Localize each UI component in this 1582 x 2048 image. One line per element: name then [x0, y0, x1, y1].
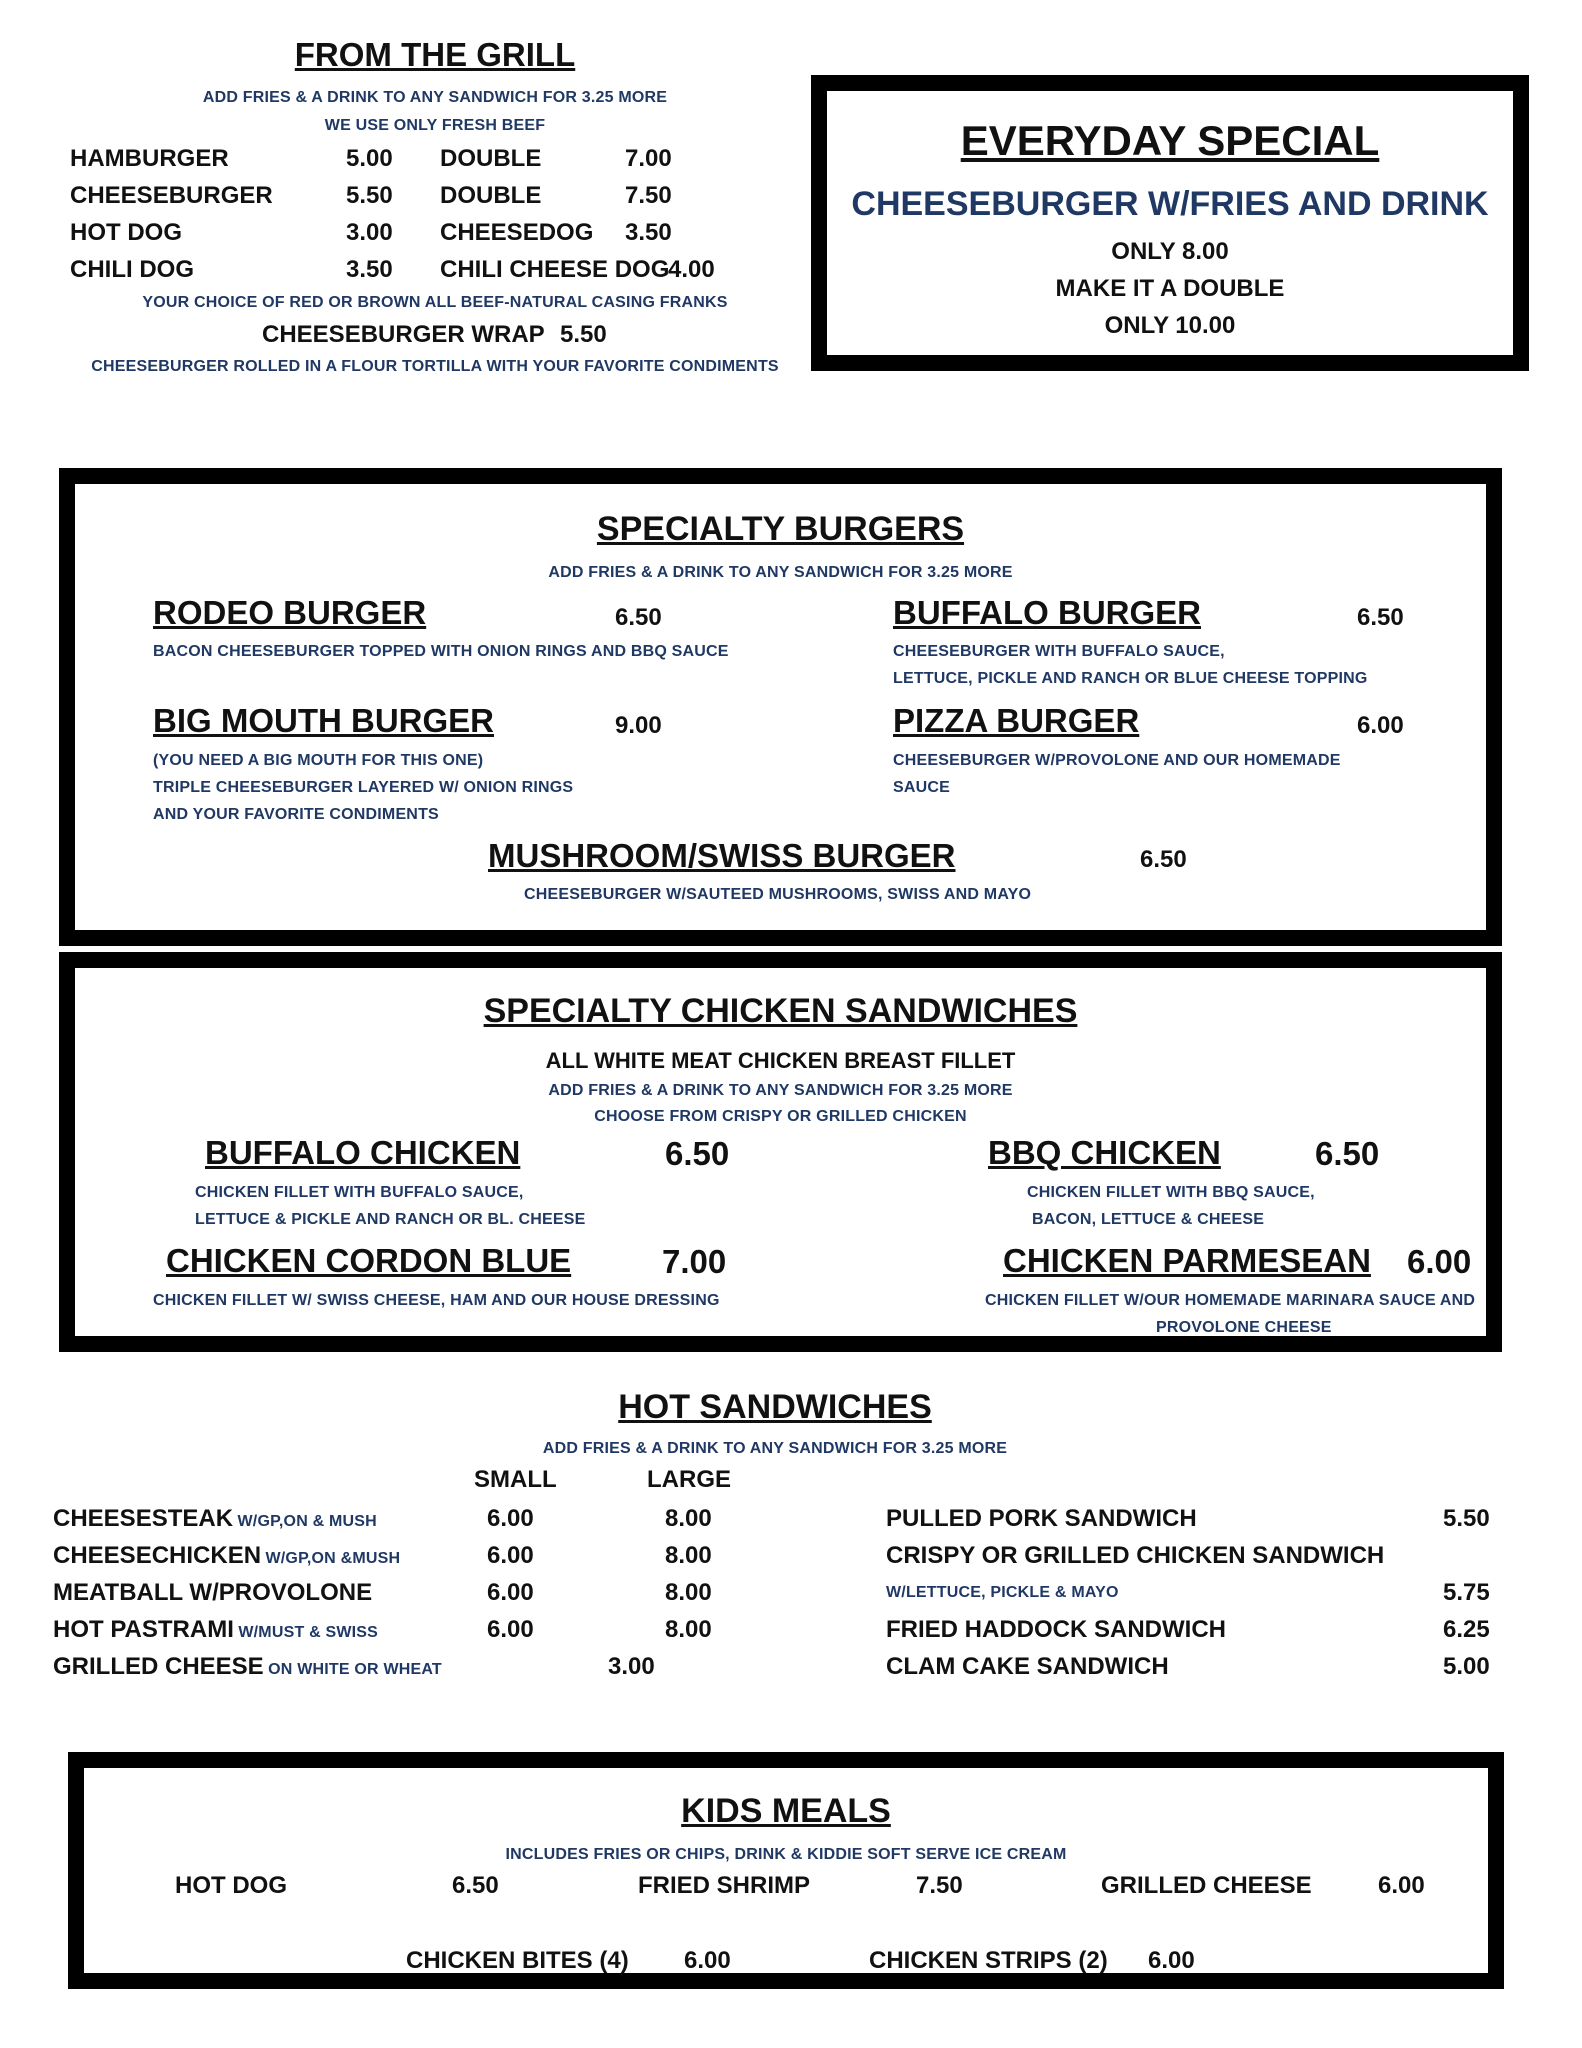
- buffalo-chicken-name: BUFFALO CHICKEN: [205, 1134, 521, 1171]
- chicken-note-1: ADD FRIES & A DRINK TO ANY SANDWICH FOR 3.25 MORE: [548, 1082, 1013, 1099]
- hot-left-row: [53, 1616, 378, 1644]
- grill-item-alt-price: 7.50: [625, 182, 672, 209]
- kids-meals-box: [68, 1752, 1504, 1989]
- hot-item-extra: W/MUST & SWISS: [238, 1624, 379, 1641]
- hot-right-item-price: 5.75: [1443, 1579, 1490, 1606]
- special-line-2: MAKE IT A DOUBLE: [1055, 275, 1285, 302]
- chicken-parmesean-desc: CHICKEN FILLET W/OUR HOMEMADE MARINARA SAUCE AND: [985, 1292, 1476, 1309]
- special-line-1: ONLY 8.00: [1111, 238, 1229, 265]
- grill-item-name: HOT DOG: [70, 219, 182, 246]
- big-mouth-burger-desc: TRIPLE CHEESEBURGER LAYERED W/ ONION RINGS: [153, 779, 574, 796]
- buffalo-chicken-desc: LETTUCE & PICKLE AND RANCH OR BL. CHEESE: [195, 1211, 586, 1228]
- grill-item-alt-price: 7.00: [625, 145, 672, 172]
- hot-item-name: MEATBALL W/PROVOLONE: [53, 1579, 373, 1606]
- big-mouth-burger-desc: (YOU NEED A BIG MOUTH FOR THIS ONE): [153, 752, 484, 769]
- chicken-sub: ALL WHITE MEAT CHICKEN BREAST FILLET: [545, 1048, 1016, 1073]
- chicken-parmesean-desc: PROVOLONE CHEESE: [1156, 1319, 1332, 1336]
- grill-item-price: 3.50: [346, 256, 393, 283]
- mushroom-swiss-burger-desc: CHEESEBURGER W/SAUTEED MUSHROOMS, SWISS AND MAYO: [524, 886, 1032, 903]
- chicken-cordon-blue-desc: CHICKEN FILLET W/ SWISS CHEESE, HAM AND OUR HOUSE DRESSING: [153, 1292, 720, 1309]
- big-mouth-burger-name: BIG MOUTH BURGER: [153, 702, 494, 739]
- pizza-burger-name: PIZZA BURGER: [893, 702, 1140, 739]
- kids-item-price: 6.00: [1378, 1872, 1425, 1899]
- bbq-chicken-price: 6.50: [1315, 1135, 1380, 1172]
- hot-large-header: LARGE: [647, 1466, 731, 1493]
- grill-note-4: CHEESEBURGER ROLLED IN A FLOUR TORTILLA WITH YOUR FAVORITE CONDIMENTS: [91, 358, 779, 375]
- hot-item-price: 3.00: [608, 1653, 655, 1680]
- pizza-burger-desc: CHEESEBURGER W/PROVOLONE AND OUR HOMEMADE: [893, 752, 1341, 769]
- hot-right-item-name: CLAM CAKE SANDWICH: [886, 1653, 1169, 1680]
- chicken-cordon-blue-price: 7.00: [662, 1243, 727, 1280]
- kids-item-name: HOT DOG: [175, 1872, 287, 1899]
- mushroom-swiss-burger-name: MUSHROOM/SWISS BURGER: [488, 837, 956, 874]
- bbq-chicken-desc: CHICKEN FILLET WITH BBQ SAUCE,: [1027, 1184, 1315, 1201]
- chicken-title: SPECIALTY CHICKEN SANDWICHES: [483, 992, 1078, 1030]
- wrap-price: 5.50: [560, 321, 607, 348]
- grill-item-alt: CHEESEDOG: [440, 219, 594, 246]
- wrap-name: CHEESEBURGER WRAP: [262, 321, 545, 348]
- special-title: EVERYDAY SPECIAL: [960, 117, 1380, 164]
- special-subtitle: CHEESEBURGER W/FRIES AND DRINK: [851, 185, 1489, 223]
- hot-right-item-price: 5.50: [1443, 1505, 1490, 1532]
- hot-right-item-name: CRISPY OR GRILLED CHICKEN SANDWICH: [886, 1542, 1385, 1569]
- hot-item-small: 6.00: [487, 1579, 534, 1606]
- buffalo-burger-name: BUFFALO BURGER: [893, 594, 1201, 631]
- hot-right-item-name: PULLED PORK SANDWICH: [886, 1505, 1197, 1532]
- grill-note-3: YOUR CHOICE OF RED OR BROWN ALL BEEF-NATURAL CASING FRANKS: [142, 294, 728, 311]
- chicken-parmesean-name: CHICKEN PARMESEAN: [1003, 1242, 1371, 1279]
- hot-right-item-name: FRIED HADDOCK SANDWICH: [886, 1616, 1226, 1643]
- hot-title: HOT SANDWICHES: [618, 1388, 932, 1426]
- grill-item-alt-price: 4.00: [668, 256, 715, 283]
- kids-item-price: 7.50: [916, 1872, 963, 1899]
- buffalo-burger-desc: CHEESEBURGER WITH BUFFALO SAUCE,: [893, 643, 1225, 660]
- pizza-burger-desc: SAUCE: [893, 779, 951, 796]
- special-line-3: ONLY 10.00: [1104, 312, 1236, 339]
- grill-item-alt: CHILI CHEESE DOG: [440, 256, 670, 283]
- hot-item-large: 8.00: [665, 1542, 712, 1569]
- rodeo-burger-name: RODEO BURGER: [153, 594, 427, 631]
- grill-title: FROM THE GRILL: [294, 36, 576, 73]
- hot-right-item-price: 6.25: [1443, 1616, 1490, 1643]
- burgers-note: ADD FRIES & A DRINK TO ANY SANDWICH FOR 3.25 MORE: [548, 564, 1013, 581]
- kids-note: INCLUDES FRIES OR CHIPS, DRINK & KIDDIE SOFT SERVE ICE CREAM: [505, 1846, 1067, 1863]
- chicken-note-2: CHOOSE FROM CRISPY OR GRILLED CHICKEN: [594, 1108, 967, 1125]
- hot-right-item-name: W/LETTUCE, PICKLE & MAYO: [886, 1584, 1119, 1601]
- grill-item-alt: DOUBLE: [440, 182, 542, 209]
- grill-item-name: HAMBURGER: [70, 145, 229, 172]
- hot-item-small: 6.00: [487, 1505, 534, 1532]
- hot-grilled-cheese-row: [53, 1653, 442, 1681]
- hot-note: ADD FRIES & A DRINK TO ANY SANDWICH FOR 3.25 MORE: [542, 1440, 1008, 1457]
- burgers-title: SPECIALTY BURGERS: [596, 510, 965, 548]
- buffalo-burger-price: 6.50: [1357, 604, 1404, 631]
- hot-right-item-price: 5.00: [1443, 1653, 1490, 1680]
- buffalo-chicken-desc: CHICKEN FILLET WITH BUFFALO SAUCE,: [195, 1184, 524, 1201]
- grill-item-name: CHILI DOG: [70, 256, 194, 283]
- hot-item-name: CHEESESTEAK: [53, 1505, 234, 1532]
- kids-item-name: FRIED SHRIMP: [638, 1872, 811, 1899]
- bbq-chicken-name: BBQ CHICKEN: [988, 1134, 1221, 1171]
- grill-note-2: WE USE ONLY FRESH BEEF: [324, 117, 546, 134]
- kids-item-name: CHICKEN STRIPS (2): [869, 1947, 1108, 1974]
- grill-item-price: 3.00: [346, 219, 393, 246]
- hot-left-row: [53, 1542, 400, 1570]
- specialty-burgers-box: [59, 468, 1502, 946]
- hot-small-header: SMALL: [474, 1466, 557, 1493]
- hot-item-name: HOT PASTRAMI: [53, 1616, 234, 1643]
- hot-item-large: 8.00: [665, 1579, 712, 1606]
- chicken-parmesean-price: 6.00: [1407, 1243, 1472, 1280]
- hot-item-name: GRILLED CHEESE: [53, 1653, 264, 1680]
- everyday-special-box: [811, 75, 1529, 371]
- kids-title: KIDS MEALS: [681, 1792, 891, 1830]
- hot-item-small: 6.00: [487, 1542, 534, 1569]
- kids-item-price: 6.00: [1148, 1947, 1195, 1974]
- hot-item-extra: W/GP,ON &MUSH: [265, 1550, 401, 1567]
- specialty-chicken-box: [59, 952, 1502, 1352]
- grill-item-alt: DOUBLE: [440, 145, 542, 172]
- mushroom-swiss-burger-price: 6.50: [1140, 846, 1187, 873]
- bbq-chicken-desc: BACON, LETTUCE & CHEESE: [1032, 1211, 1265, 1228]
- rodeo-burger-desc: BACON CHEESEBURGER TOPPED WITH ONION RINGS AND BBQ SAUCE: [153, 643, 729, 660]
- rodeo-burger-price: 6.50: [615, 604, 662, 631]
- chicken-cordon-blue-name: CHICKEN CORDON BLUE: [166, 1242, 572, 1279]
- big-mouth-burger-price: 9.00: [615, 712, 662, 739]
- pizza-burger-price: 6.00: [1357, 712, 1404, 739]
- hot-left-row: [53, 1505, 377, 1533]
- big-mouth-burger-desc: AND YOUR FAVORITE CONDIMENTS: [153, 806, 439, 823]
- buffalo-burger-desc: LETTUCE, PICKLE AND RANCH OR BLUE CHEESE TOPPING: [893, 670, 1368, 687]
- grill-note-1: ADD FRIES & A DRINK TO ANY SANDWICH FOR 3.25 MORE: [202, 89, 668, 106]
- grill-item-price: 5.00: [346, 145, 393, 172]
- hot-item-large: 8.00: [665, 1616, 712, 1643]
- kids-item-price: 6.00: [684, 1947, 731, 1974]
- hot-item-extra: ON WHITE OR WHEAT: [268, 1661, 442, 1678]
- hot-item-extra: W/GP,ON & MUSH: [237, 1513, 377, 1530]
- kids-item-name: GRILLED CHEESE: [1101, 1872, 1312, 1899]
- kids-item-price: 6.50: [452, 1872, 499, 1899]
- buffalo-chicken-price: 6.50: [665, 1135, 730, 1172]
- hot-left-row: [53, 1579, 372, 1607]
- grill-item-name: CHEESEBURGER: [70, 182, 273, 209]
- grill-item-alt-price: 3.50: [625, 219, 672, 246]
- hot-item-large: 8.00: [665, 1505, 712, 1532]
- hot-item-name: CHEESECHICKEN: [53, 1542, 262, 1569]
- grill-item-price: 5.50: [346, 182, 393, 209]
- kids-item-name: CHICKEN BITES (4): [406, 1947, 629, 1974]
- hot-item-small: 6.00: [487, 1616, 534, 1643]
